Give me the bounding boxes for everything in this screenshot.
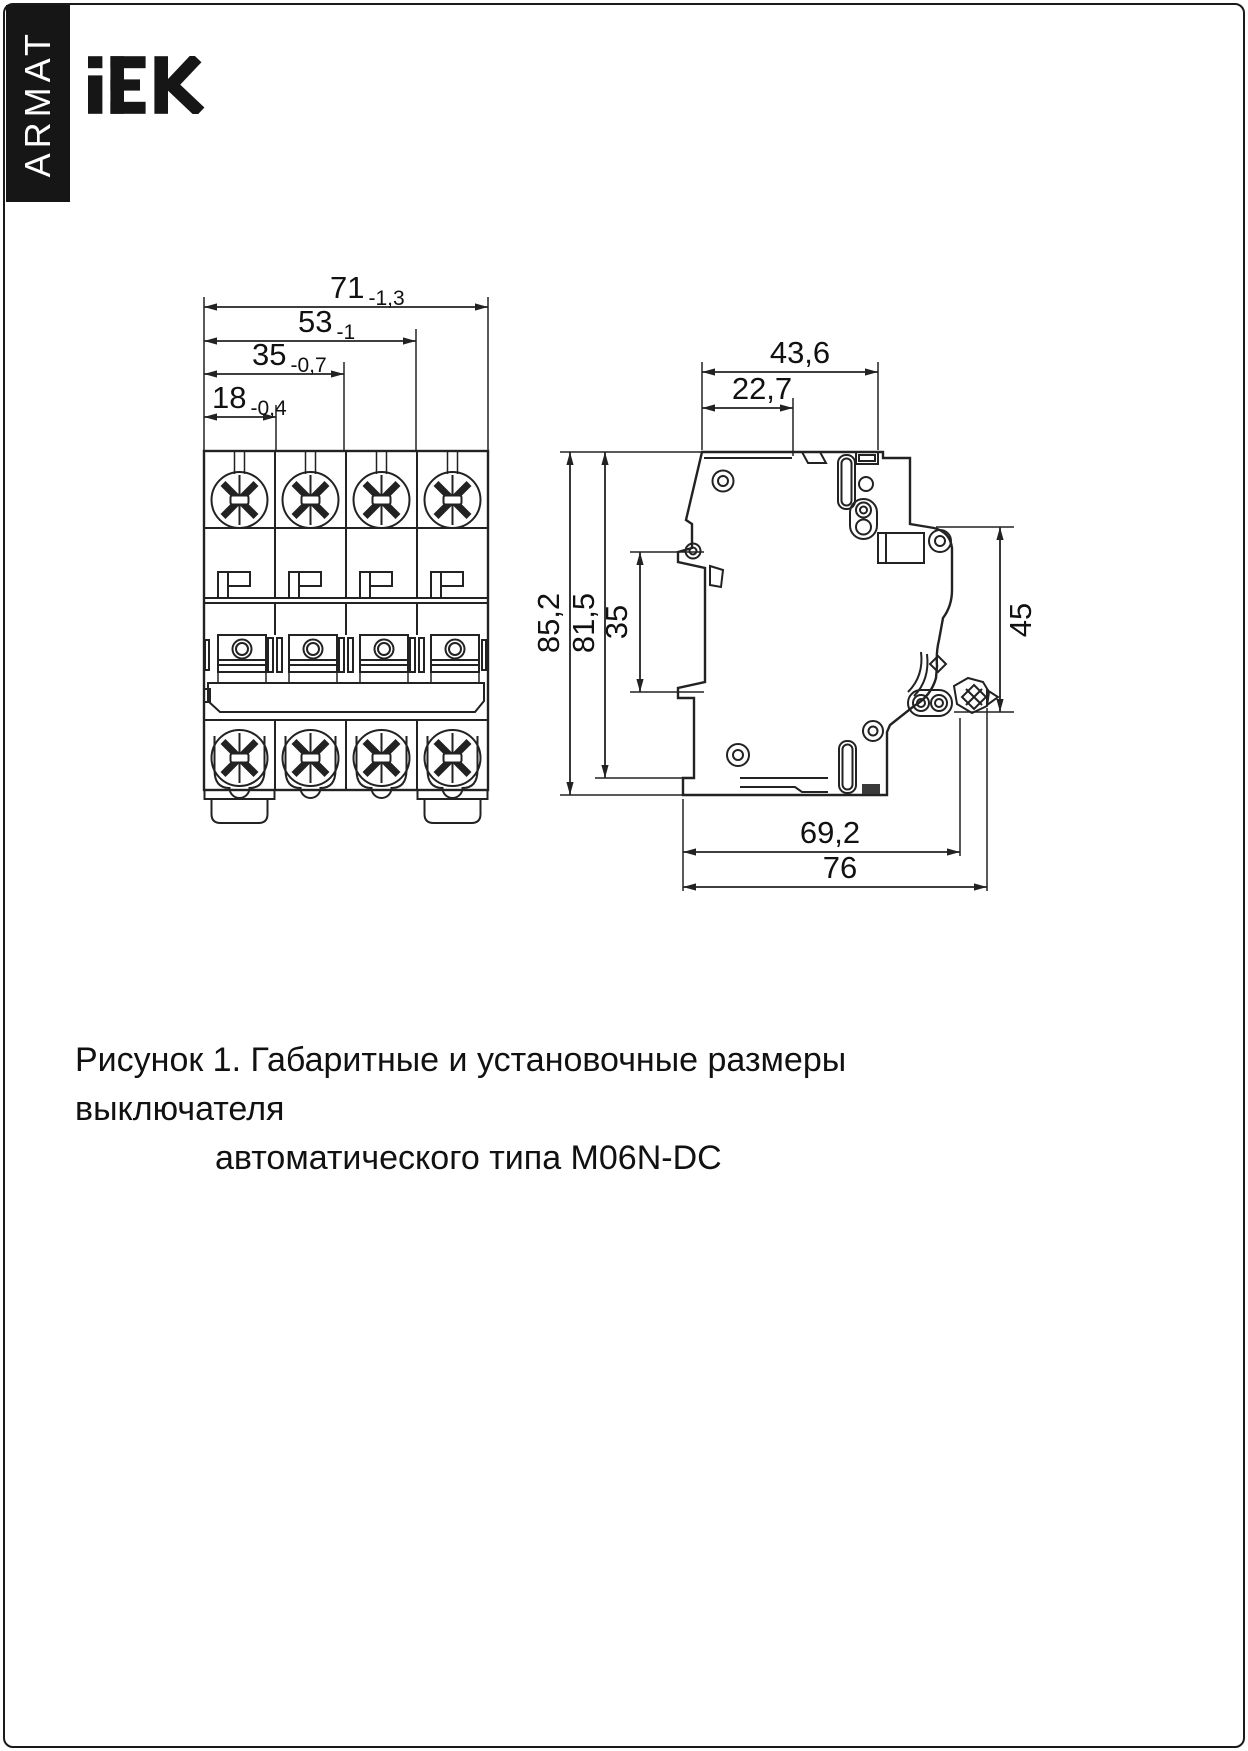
pole-tab: [218, 572, 250, 598]
din-clip: [418, 790, 488, 823]
dim-rail-height-label: 35: [599, 604, 634, 640]
breaker-side-body: [678, 452, 998, 795]
dim-width-18-label: [212, 380, 287, 420]
dim-53-value: 53: [298, 304, 333, 339]
dim-18-value: 18: [212, 380, 247, 415]
handle-bar: [208, 683, 484, 712]
pole-tab: [360, 572, 392, 598]
iek-logo-icon: [88, 56, 208, 114]
screw-head: [212, 451, 268, 528]
dim-71-value: 71: [330, 270, 365, 305]
dim-35-tolerance: -0,7: [290, 354, 327, 377]
din-latch: [954, 678, 998, 713]
screw-head: [354, 451, 410, 528]
indicator-window: [431, 635, 479, 683]
pole-tab: [431, 572, 463, 598]
dim-top-inner-width-label: 22,7: [731, 371, 793, 406]
dim-front-height-label: 45: [1003, 602, 1038, 638]
dim-width-71-label: [330, 270, 405, 310]
pole-link-pins: [339, 638, 353, 672]
front-view-drawing: [180, 250, 490, 850]
dim-inner-height-label: 81,5: [566, 592, 601, 654]
side-dimension-lines: [570, 372, 1000, 887]
din-clip: [205, 790, 275, 823]
screw-head: [212, 730, 268, 798]
dim-width-53-label: [298, 304, 355, 344]
indicator-window: [218, 635, 266, 683]
side-view-drawing: [490, 300, 1045, 900]
figure-caption-line2: автоматического типа M06N-DC: [215, 1139, 722, 1177]
dim-width-35-label: [252, 337, 327, 377]
pole-link-pins: [410, 638, 424, 672]
indicator-window: [360, 635, 408, 683]
screw-head: [425, 730, 481, 798]
indicator-window: [289, 635, 337, 683]
screw-head: [425, 451, 481, 528]
pole-link-pins: [268, 638, 282, 672]
armat-banner: [6, 5, 70, 202]
breaker-front-body: [204, 451, 488, 823]
armat-banner-label: ARMAT: [17, 29, 58, 178]
figure-caption: [75, 1036, 955, 1183]
screw-head: [354, 730, 410, 798]
dim-35-value: 35: [252, 337, 287, 372]
pole-tab: [289, 572, 321, 598]
screw-head: [283, 730, 339, 798]
dim-bottom-inner-width-label: 69,2: [799, 815, 861, 850]
figure-caption-line1: Рисунок 1. Габаритные и установочные размеры выключателя: [75, 1041, 847, 1128]
dim-18-tolerance: -0,4: [250, 397, 287, 420]
dim-71-tolerance: -1,3: [368, 287, 405, 310]
screw-head: [283, 451, 339, 528]
dim-top-width-label: 43,6: [769, 335, 831, 370]
dim-bottom-width-label: 76: [822, 850, 858, 885]
dim-height-label: 85,2: [531, 592, 566, 654]
dim-53-tolerance: -1: [336, 321, 356, 344]
